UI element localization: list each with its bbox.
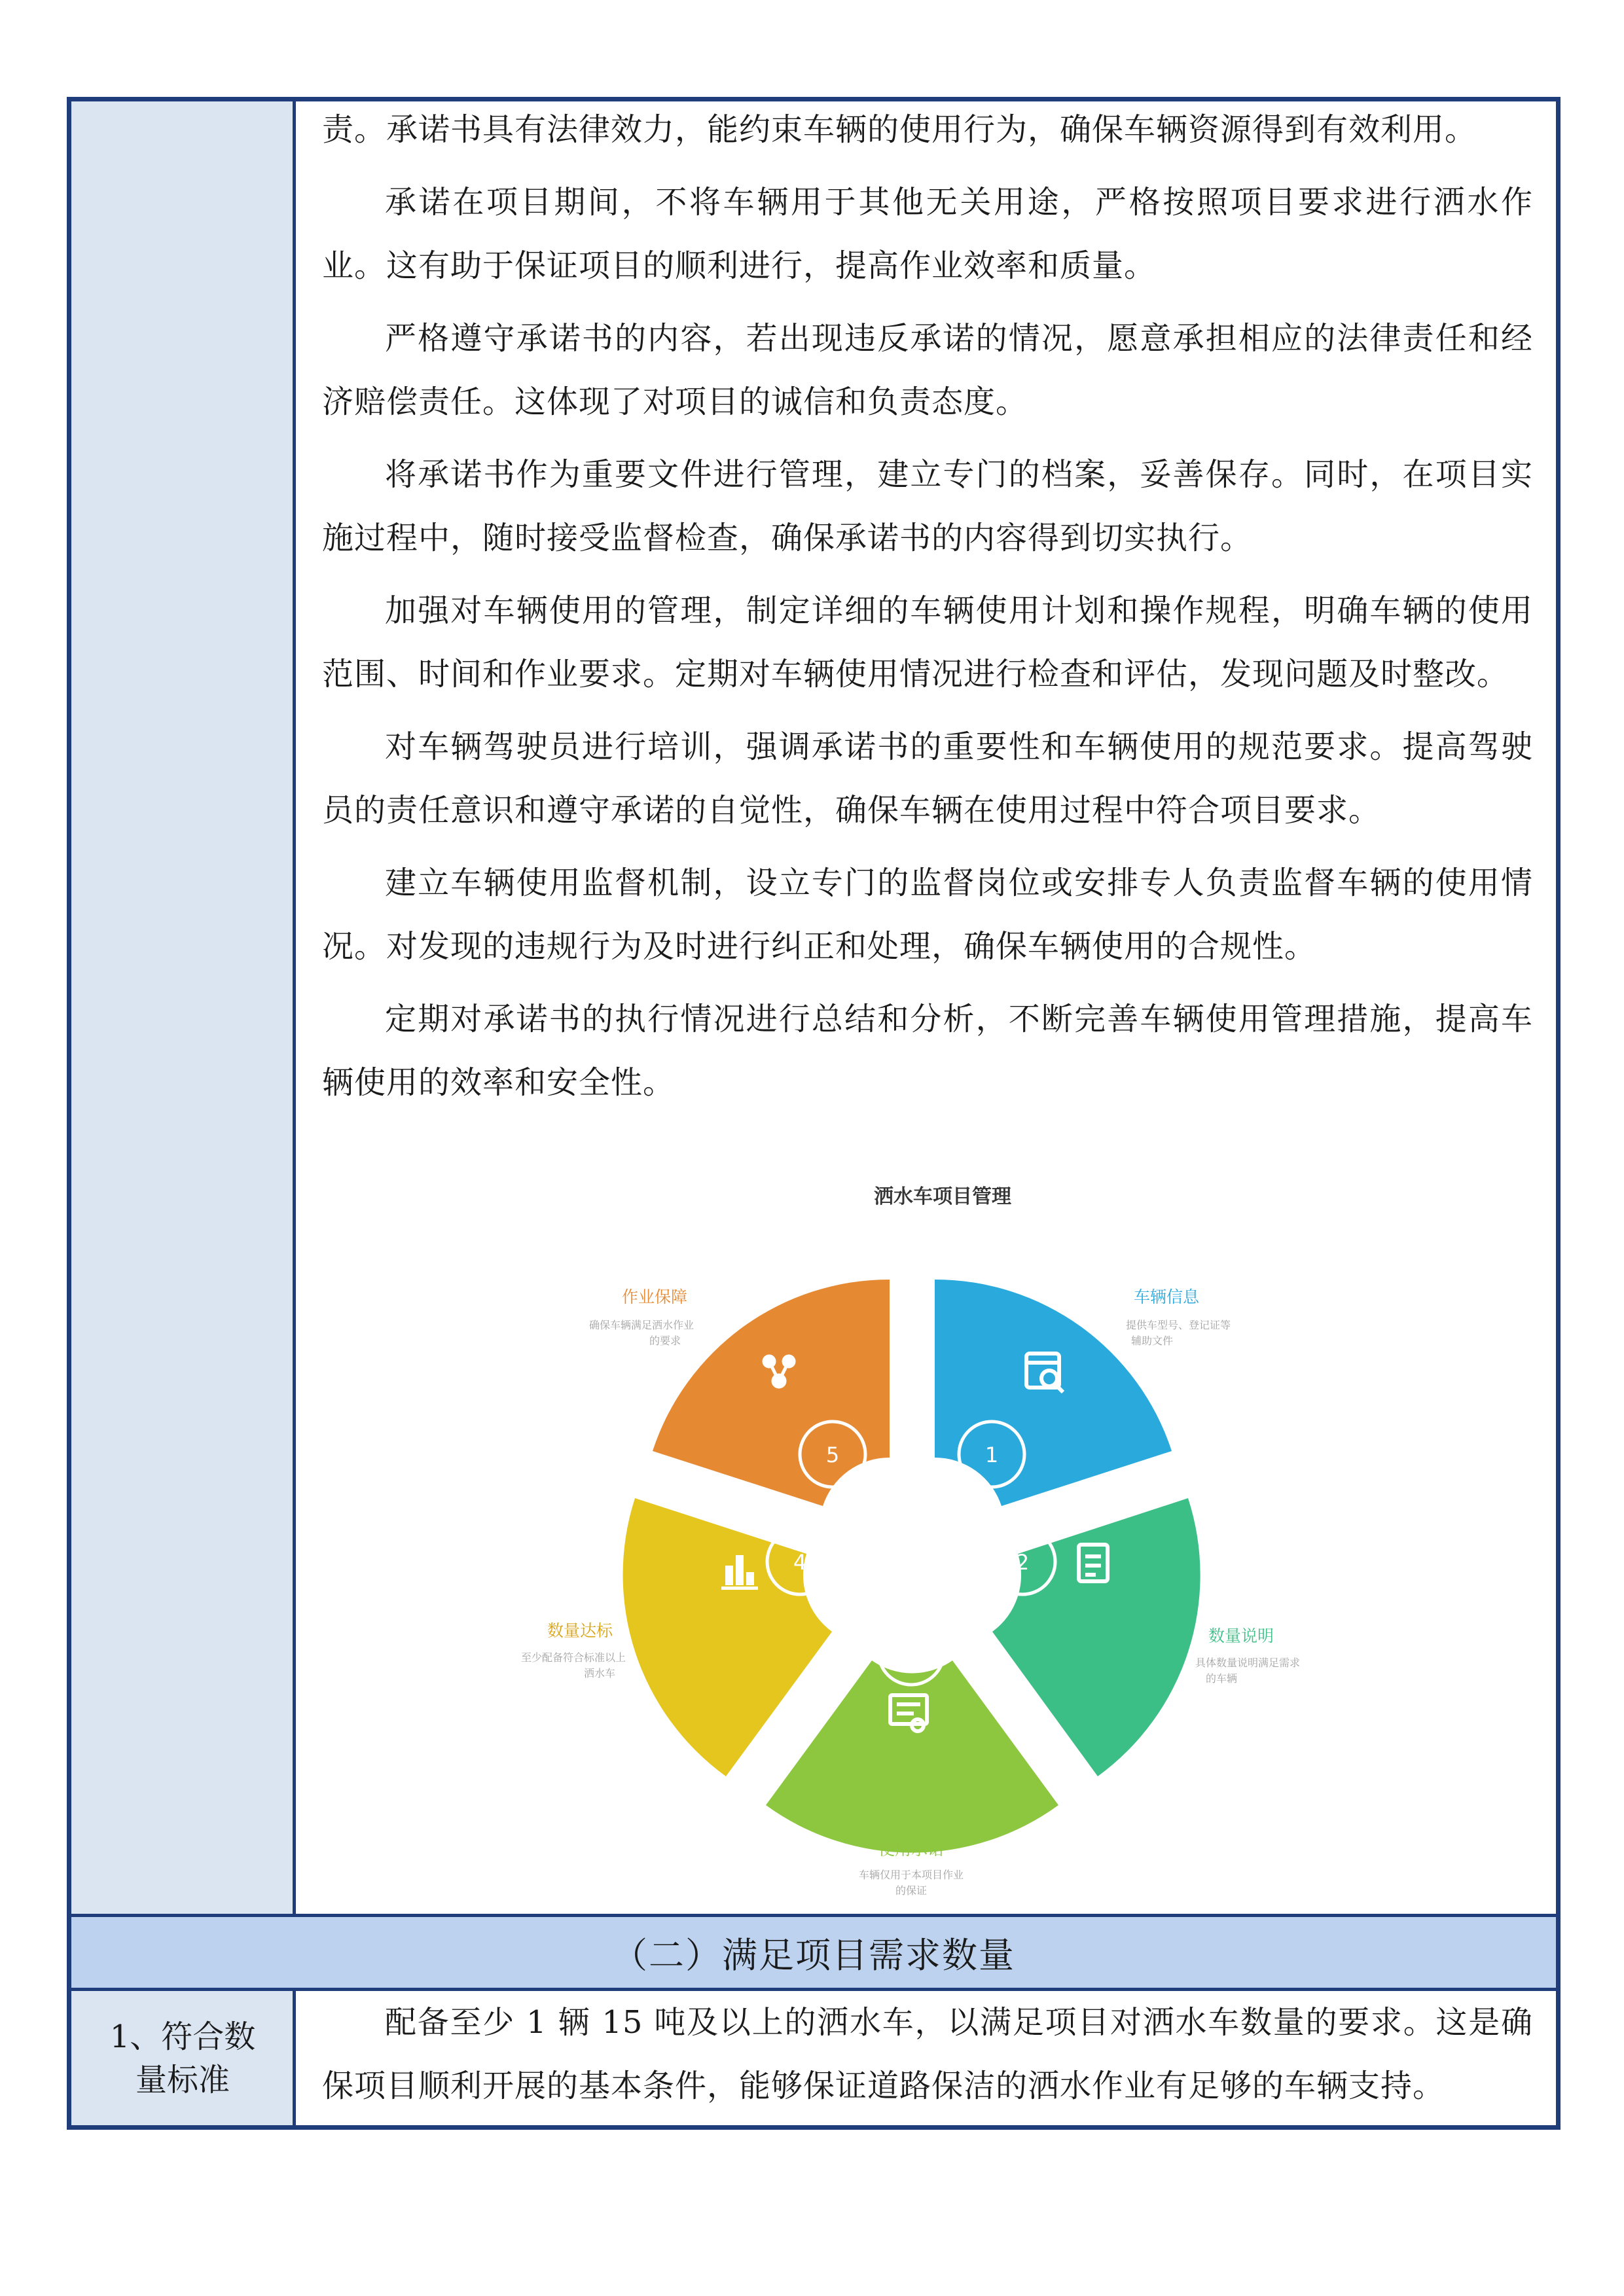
paragraph: 配备至少 1 辆 15 吨及以上的洒水车，以满足项目对洒水车数量的要求。这是确保项目顺利开展的基本条件，能够保证道路保洁的洒水作业有足够的车辆支持。 bbox=[322, 2004, 1533, 2104]
segment-label: 数量说明 bbox=[1208, 1626, 1274, 1645]
segment-desc: 洒水车 bbox=[583, 1667, 616, 1679]
segment-number: 3 bbox=[904, 1640, 918, 1665]
paragraph: 将承诺书作为重要文件进行管理，建立专门的档案，妥善保存。同时，在项目实施过程中，随时接受监督检查，确保承诺书的内容得到切实执行。 bbox=[322, 456, 1533, 556]
segment-vehicle-info bbox=[935, 1280, 1231, 1506]
segment-number: 4 bbox=[793, 1550, 807, 1575]
left-label-cell bbox=[71, 101, 294, 1916]
segment-desc: 的车辆 bbox=[1205, 1672, 1238, 1685]
segment-desc: 车辆仅用于本项目作业 bbox=[858, 1869, 964, 1881]
segment-desc: 至少配备符合标准以上 bbox=[520, 1651, 626, 1664]
segment-label: 车辆信息 bbox=[1133, 1287, 1200, 1306]
paragraph: 对车辆驾驶员进行培训，强调承诺书的重要性和车辆使用的规范要求。提高驾驶员的责任意识和遵守承诺的自觉性，确保车辆在使用过程中符合项目要求。 bbox=[322, 728, 1533, 829]
segment-desc: 辅助文件 bbox=[1130, 1335, 1174, 1347]
segment-number: 1 bbox=[984, 1443, 999, 1467]
paragraph: 加强对车辆使用的管理，制定详细的车辆使用计划和操作规程，明确车辆的使用范围、时间和作业要求。定期对车辆使用情况进行检查和评估，发现问题及时整改。 bbox=[322, 592, 1533, 692]
segment-quantity-compliance bbox=[521, 1498, 833, 1776]
column-divider bbox=[293, 1991, 296, 2125]
segment-number: 2 bbox=[1015, 1550, 1030, 1575]
paragraph: 定期对承诺书的执行情况进行总结和分析，不断完善车辆使用管理措施，提高车辆使用的效率和安全性。 bbox=[322, 1001, 1533, 1101]
segment-operation-guarantee bbox=[589, 1280, 890, 1506]
top-section-content bbox=[322, 98, 1533, 1115]
paragraph: 建立车辆使用监督机制，设立专门的监督岗位或安排专人负责监督车辆的使用情况。对发现的违规行为及时进行纠正和处理，确保车辆使用的合规性。 bbox=[322, 865, 1533, 965]
section-header: （二）满足项目需求数量 bbox=[71, 1917, 1556, 1988]
segment-desc: 提供车型号、登记证等 bbox=[1125, 1319, 1231, 1331]
diagram-title: 洒水车项目管理 bbox=[874, 1185, 1011, 1208]
segment-desc: 确保车辆满足洒水作业 bbox=[588, 1319, 695, 1331]
segment-desc: 具体数量说明满足需求 bbox=[1195, 1657, 1301, 1669]
segment-label: 数量达标 bbox=[547, 1621, 613, 1640]
paragraph: 承诺在项目期间，不将车辆用于其他无关用途，严格按照项目要求进行洒水作业。这有助于保证项目的顺利进行，提高作业效率和质量。 bbox=[322, 184, 1533, 284]
paragraph: 严格遵守承诺书的内容，若出现违反承诺的情况，愿意承担相应的法律责任和经济赔偿责任。这体现了对项目的诚信和负责态度。 bbox=[322, 320, 1533, 420]
column-divider bbox=[293, 101, 296, 1917]
segment-quantity-description bbox=[990, 1498, 1300, 1776]
segment-desc: 的保证 bbox=[895, 1884, 928, 1897]
row-2-content bbox=[322, 1991, 1533, 2118]
row-label-quantity-standard: 1、符合数量标准 bbox=[71, 1991, 294, 2125]
segment-label: 作业保障 bbox=[621, 1287, 688, 1306]
paragraph: 责。承诺书具有法律效力，能约束车辆的使用行为，确保车辆资源得到有效利用。 bbox=[322, 111, 1477, 148]
segment-desc: 的要求 bbox=[649, 1335, 681, 1347]
cycle-diagram bbox=[458, 1172, 1427, 1911]
segment-number: 5 bbox=[825, 1443, 840, 1467]
segment-label: 使用承诺 bbox=[878, 1840, 945, 1859]
